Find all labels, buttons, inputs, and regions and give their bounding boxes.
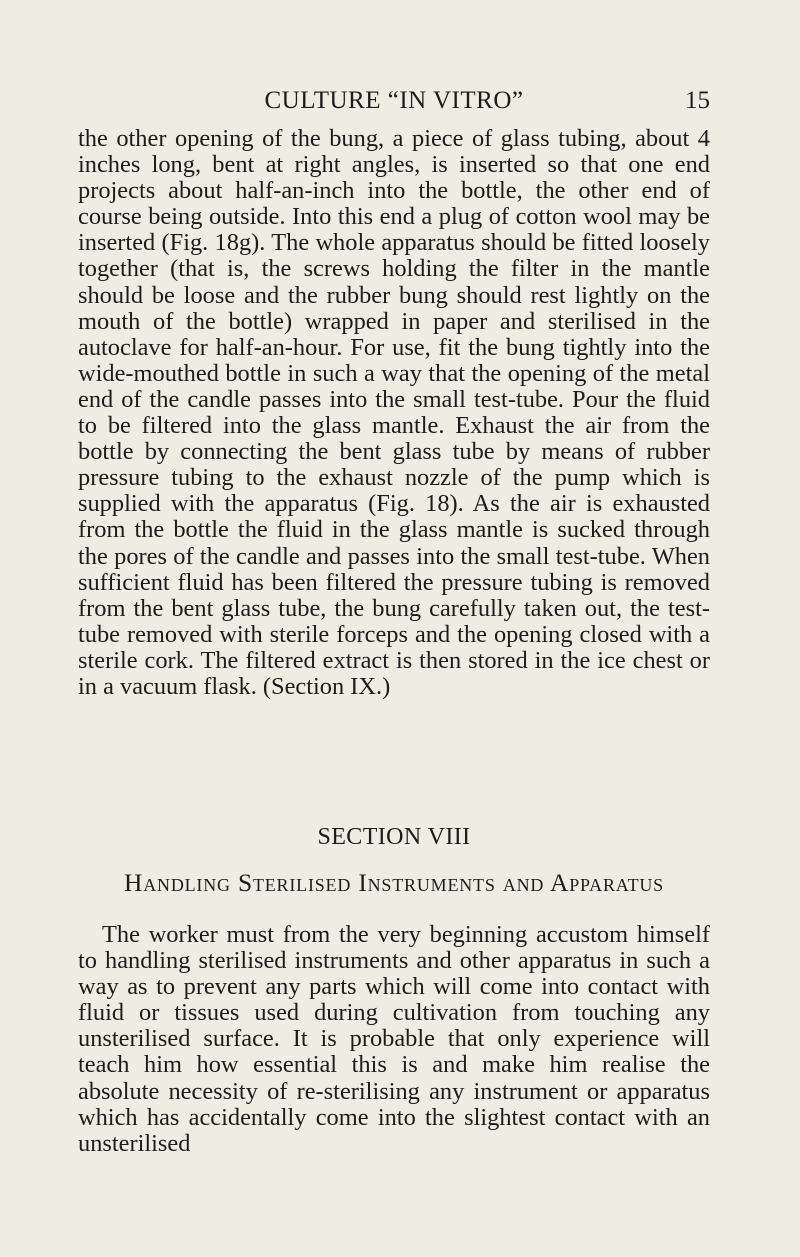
running-head	[78, 84, 710, 118]
paragraph-text: the other opening of the bung, a piece of glass tubing, about 4 inches long, bent at right angles, is inserted so that one end projects about half-an-inch into the bottle, the other end of course being outside. Into this end a plug of cotton wool may be inserted (Fig. 18g). The whole apparatus should be fitted loosely together (that is, the screws holding the filter in the mantle should be loose and the rubber bung should rest lightly on the mouth of the bottle) wrapped in paper and sterilised in the autoclave for half-an-hour. For use, fit the bung tightly into the wide-mouthed bottle in such a way that the opening of the metal end of the candle passes into the small test-tube. Pour the fluid to be filtered into the glass mantle. Exhaust the air from the bottle by connecting the bent glass tube by means of rubber pressure tubing to the exhaust nozzle of the pump which is supplied with the apparatus (Fig. 18). As the air is exhausted from the bottle the fluid in the glass mantle is sucked through the pores of the candle and passes into the small test-tube. When sufficient fluid has been filtered the pressure tubing is removed from the bent glass tube, the bung carefully taken out, the test-tube removed with sterile forceps and the opening closed with a sterile cork. The filtered extract is then stored in the ice chest or in a vacuum flask. (Section IX.)	[78, 125, 710, 700]
paragraph-text: The worker must from the very beginning accustom himself to handling sterilised instruments and other apparatus in such a way as to prevent any parts which will come into contact with fluid or tissues used during cultivation from touching any unsterilised surface. It is probable that only experience will teach him how essential this is and make him realise the absolute necessity of re-sterilising any instrument or apparatus which has accidentally come into the slightest contact with an unsterilised	[78, 921, 710, 1157]
page-number: 15	[685, 87, 710, 114]
paragraph-section-start	[78, 922, 710, 1157]
paragraph-continued	[78, 126, 710, 700]
running-title: CULTURE “IN VITRO”	[264, 87, 524, 114]
section-subtitle: Handling Sterilised Instruments and Apparatus	[124, 868, 664, 897]
section-heading: SECTION VIII	[317, 824, 471, 850]
